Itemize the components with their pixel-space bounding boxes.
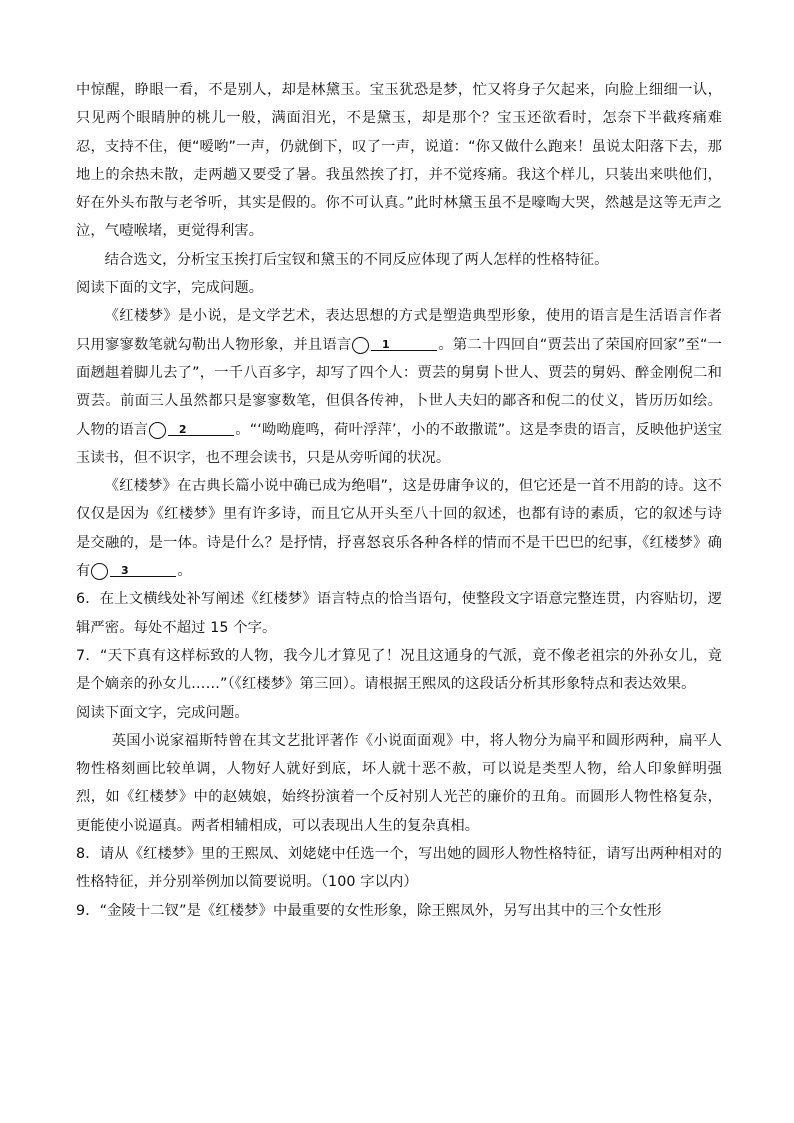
passage-question: 结合选文，分析宝玉挨打后宝钗和黛玉的不同反应体现了两人怎样的性格特征。: [104, 251, 609, 268]
blank-marker-1: 1: [352, 337, 369, 354]
para1-part-c: 。“‘呦呦鹿鸣，荷叶浮萍’，小的不敢撒谎”。这是李贵的语言，反映他护送宝玉读书，但不识字，也不理会读书，只是从旁听闻的状况。: [76, 421, 723, 466]
para1-part-a: 《红楼梦》是小说，是文学艺术，表达思想的方式是塑造典型形象，使用的语言是生活语言作者只用寥寥数笔就勾勒出人物形象，并且语言: [76, 308, 722, 353]
passage-excerpt: 中惊醒，睁眼一看，不是别人，却是林黛玉。宝玉犹恐是梦，忙又将身子欠起来，向脸上细细一认，只见两个眼睛肿的桃儿一般，满面泪光，不是黛玉，却是那个？宝玉还欲看时，怎奈下半截疼痛难忍，支持不住，便“嗳哟”一声，仍就倒下，叹了一声，说道：“你又做什么跑来！虽说太阳落下去，那地上的余热未散，走两趟又要受了暑。我虽然挨了打，并不觉疼痛。我这个样儿，只装出来哄他们，好在外头布散与老爷听，其实是假的。你不可认真。”此时林黛玉虽不是嚎啕大哭，然越是这等无声之泣，气噎喉堵，更觉得利害。: [76, 82, 722, 240]
section-heading-reading-2: 阅读下面文字，完成问题。: [76, 704, 249, 721]
question-8: 8．请从《红楼梦》里的王熙凤、刘姥姥中任选一个，写出她的圆形人物性格特征，请写出两种相对的性格特征，并分别举例加以简要说明。（100 字以内）: [76, 846, 722, 891]
forster-character-paragraph: 英国小说家福斯特曾在其文艺批评著作《小说面面观》中，将人物分为扁平和圆形两种，扁平人物性格刻画比较单调，人物好人就好到底，坏人就十恶不赦，可以说是类型人物，给人印象鲜明强烈，如《红楼梦》中的赵姨娘，始终扮演着一个反衬别人光芒的廉价的丑角。而圆形人物性格复杂，更能使小说逼真。两者相辅相成，可以表现出人生的复杂真相。: [76, 732, 722, 834]
question-9: 9．“金陵十二钗”是《红楼梦》中最重要的女性形象，除王熙凤外，另写出其中的三个女性形: [76, 902, 662, 919]
para2-part-b: 。: [177, 563, 192, 580]
question-6: 6．在上文横线处补写阐述《红楼梦》语言特点的恰当语句，使整段文字语意完整连贯，内容贴切，逻辑严密。每处不超过 15 个字。: [76, 591, 722, 636]
document-body: [76, 76, 722, 925]
para2-part-a: 《红楼梦》在古典长篇小说中确已成为绝唱”，这是毋庸争议的，但它还是一首不用韵的诗。这不仅仅是因为《红楼梦》里有许多诗，而且它从开头至八十回的叙述，也都有诗的素质，它的叙述与诗是交融的，是一体。诗是什么？是抒情，抒喜怒哀乐各种各样的情而不是干巴巴的纪事，《红楼梦》确有: [76, 478, 722, 580]
question-7: 7．“天下真有这样标致的人物，我今儿才算见了！况且这通身的气派，竟不像老祖宗的外孙女儿，竟是个嫡亲的孙女儿……”（《红楼梦》第三回）。请根据王熙凤的这段话分析其形象特点和表达效果。: [76, 647, 722, 693]
para1-part-b: 。第二十四回自“贾芸出了荣国府回家”至“一面趔趄着脚儿去了”，一千八百多字，却写了四个人：贾芸的舅舅卜世人、贾芸的舅妈、醉金刚倪二和贾芸。前面三人虽然都只是寥寥数笔，但俱各传神，卜世人夫妇的鄙吝和倪二的仗义，皆历历如绘。人物的语言: [76, 336, 722, 438]
answer-blank-2[interactable]: [168, 419, 234, 436]
answer-blank-3[interactable]: [110, 560, 176, 577]
hongloumeng-poetry-paragraph: [76, 472, 722, 585]
section-heading-reading-1: 阅读下面的文字，完成问题。: [76, 280, 264, 297]
answer-blank-1[interactable]: [371, 334, 437, 351]
hongloumeng-language-paragraph: [76, 302, 722, 472]
blank-marker-2: 2: [149, 422, 166, 439]
blank-marker-3: 3: [91, 563, 108, 580]
